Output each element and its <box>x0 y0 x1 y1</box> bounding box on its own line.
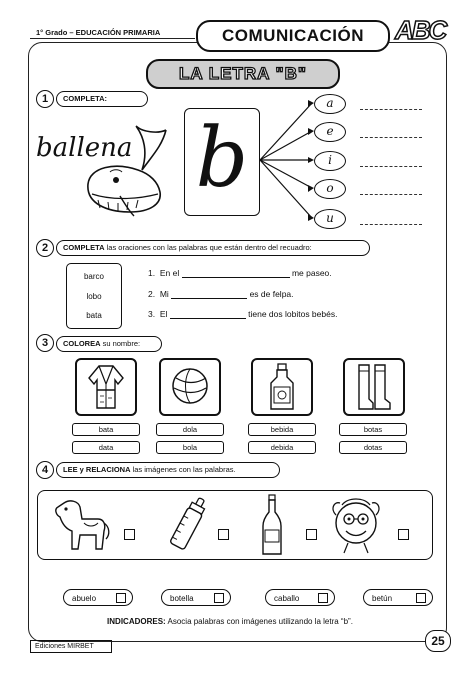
word-pill-label: caballo <box>274 594 300 603</box>
cursive-letter-b: b <box>195 111 249 206</box>
publisher-label: Ediciones MIRBET <box>30 640 112 653</box>
choice-bebida[interactable]: bebida <box>248 423 316 436</box>
sentence-start: En el <box>159 268 180 278</box>
section-3-instruction-bold: COLOREA <box>63 339 101 348</box>
sentence-3-blank[interactable] <box>170 310 246 319</box>
sentence-3 <box>148 309 337 319</box>
vowel-o: o <box>314 179 346 199</box>
answer-line-e[interactable] <box>360 137 422 138</box>
word-pill-check[interactable] <box>214 593 224 603</box>
page-number: 25 <box>425 630 451 652</box>
sentence-end: me paseo. <box>291 268 332 278</box>
indicator-description: Asocia palabras con imágenes utilizando la letra “b”. <box>165 617 353 626</box>
lesson-subtitle: LA LETRA "B" <box>146 59 340 89</box>
sentence-number: 2. <box>148 289 156 299</box>
section-1-number: 1 <box>36 90 54 108</box>
vowel-u: u <box>314 209 346 229</box>
grandpa-check[interactable] <box>398 529 409 540</box>
word-box <box>66 263 122 329</box>
choice-dotas[interactable]: dotas <box>339 441 407 454</box>
baby-bottle-icon <box>168 495 208 555</box>
indicator-label: INDICADORES: <box>107 617 166 626</box>
section-4-number: 4 <box>36 461 54 479</box>
choice-data[interactable]: data <box>72 441 140 454</box>
choice-bata[interactable]: bata <box>72 423 140 436</box>
answer-line-i[interactable] <box>360 166 422 167</box>
word-pill-label: betún <box>372 594 393 603</box>
ball-icon <box>170 366 210 406</box>
relate-images-box <box>37 490 433 560</box>
word-pill-abuelo[interactable] <box>63 589 133 606</box>
sentence-start: El <box>159 309 168 319</box>
section-2-instruction-text: las oraciones con las palabras que están dentro del recuadro: <box>104 243 312 252</box>
horse-check[interactable] <box>124 529 135 540</box>
sentence-number: 3. <box>148 309 156 319</box>
horse-icon <box>50 497 110 553</box>
word-pill-check[interactable] <box>116 593 126 603</box>
section-2-instruction <box>56 240 370 256</box>
abc-logo: ABC <box>395 15 446 45</box>
word-box-item: bata <box>86 311 102 320</box>
choice-debida[interactable]: debida <box>248 441 316 454</box>
glass-bottle-check[interactable] <box>306 529 317 540</box>
sentence-1 <box>148 268 332 278</box>
section-1-instruction-text: COMPLETA: <box>63 94 108 103</box>
picture-box-boots <box>343 358 405 416</box>
choice-bola[interactable]: bola <box>156 441 224 454</box>
word-pill-caballo[interactable] <box>265 589 335 606</box>
sentence-2 <box>148 289 294 299</box>
section-2-number: 2 <box>36 239 54 257</box>
word-pill-betun[interactable] <box>363 589 433 606</box>
sentence-end: es de felpa. <box>249 289 294 299</box>
grade-divider <box>30 38 195 39</box>
page-title: COMUNICACIÓN <box>196 20 390 52</box>
section-4-instruction <box>56 462 280 478</box>
baby-bottle-check[interactable] <box>218 529 229 540</box>
vowel-a: a <box>314 94 346 114</box>
picture-box-drink <box>251 358 313 416</box>
glass-bottle-icon <box>260 494 284 556</box>
answer-line-o[interactable] <box>360 194 422 195</box>
word-pill-botella[interactable] <box>161 589 231 606</box>
word-box-item: lobo <box>86 292 102 301</box>
picture-box-ball <box>159 358 221 416</box>
word-pill-label: abuelo <box>72 594 97 603</box>
vowel-i: i <box>314 151 346 171</box>
section-2-instruction-bold: COMPLETA <box>63 243 105 252</box>
grandpa-icon <box>328 495 384 555</box>
section-3-number: 3 <box>36 334 54 352</box>
vowel-e: e <box>314 122 346 142</box>
boots-icon <box>355 363 393 411</box>
picture-box-bathrobe <box>75 358 137 416</box>
word-pill-check[interactable] <box>416 593 426 603</box>
cursive-word: ballena <box>36 133 133 163</box>
word-box-item: barco <box>83 272 104 281</box>
choice-botas[interactable]: botas <box>339 423 407 436</box>
section-4-instruction-bold: LEE y RELACIONA <box>63 465 131 474</box>
section-3-instruction-text: su nombre: <box>100 339 141 348</box>
letter-b-box <box>184 108 260 216</box>
sentence-start: Mi <box>159 289 169 299</box>
section-1-instruction <box>56 91 148 107</box>
connection-arrows <box>258 98 318 224</box>
whale-icon <box>80 112 170 222</box>
indicator-text <box>80 617 380 626</box>
bottle-drink-icon <box>268 363 296 411</box>
bathrobe-icon <box>87 364 125 410</box>
sentence-number: 1. <box>148 268 156 278</box>
sentence-2-blank[interactable] <box>171 290 247 299</box>
answer-line-a[interactable] <box>360 109 422 110</box>
answer-line-u[interactable] <box>360 224 422 225</box>
word-pill-check[interactable] <box>318 593 328 603</box>
word-pill-label: botella <box>170 594 194 603</box>
choice-dola[interactable]: dola <box>156 423 224 436</box>
section-3-instruction <box>56 336 162 352</box>
sentence-end: tiene dos lobitos bebés. <box>248 309 338 319</box>
sentence-1-blank[interactable] <box>182 269 290 278</box>
section-4-instruction-text: las imágenes con las palabras. <box>130 465 236 474</box>
grade-label: 1° Grado – EDUCACIÓN PRIMARIA <box>36 28 161 37</box>
